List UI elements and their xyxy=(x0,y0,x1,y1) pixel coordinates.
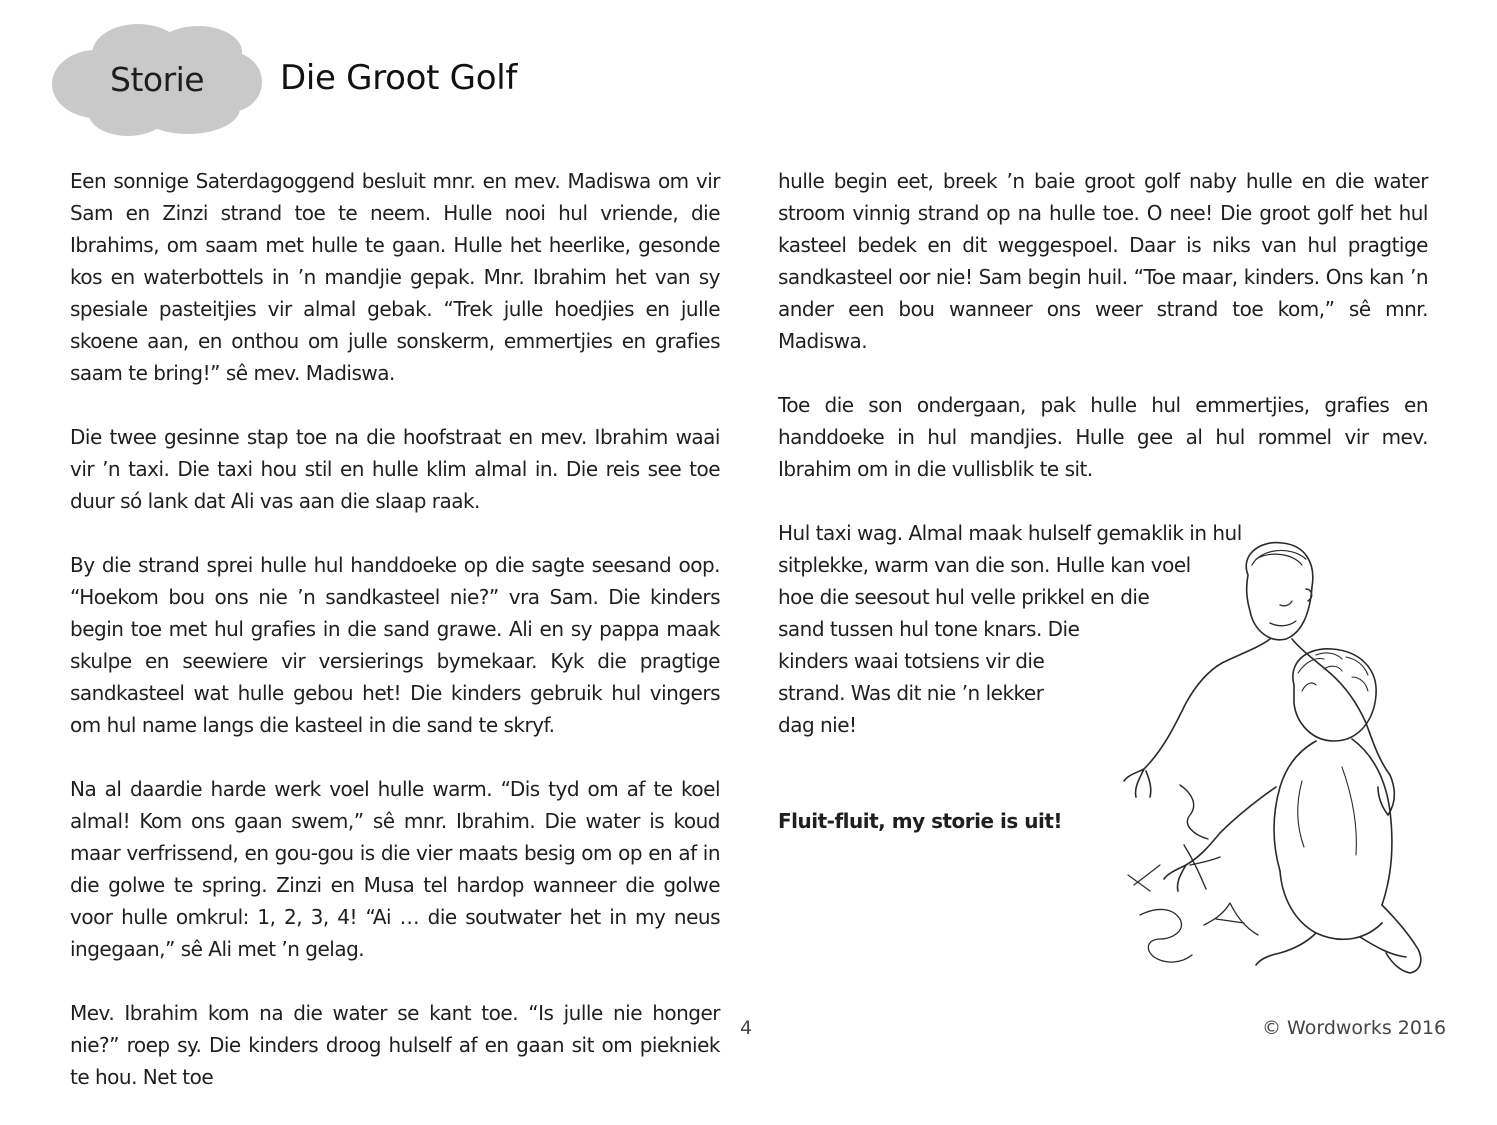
paragraph: Mev. Ibrahim kom na die water se kant toe. “Is julle nie honger nie?” roep sy. Die kinders droog hulself af en gaan sit om piekniek te hou. Net toe xyxy=(70,1001,720,1089)
text-line: sitplekke, warm van die son. Hulle kan voel xyxy=(778,553,1191,577)
text-line: Hul taxi wag. Almal maak hulself gemaklik in hul xyxy=(778,521,1242,545)
text-line: dag nie! xyxy=(778,713,857,737)
paragraph: Een sonnige Saterdagoggend besluit mnr. en mev. Madiswa om vir Sam en Zinzi strand toe te neem. Hulle nooi hul vriende, die Ibrahims, om saam met hulle te gaan. Hulle het heerlike, gesonde kos en waterbottels in ’n mandjie gepak. Mnr. Ibrahim het van sy spesiale pasteitjies vir almal gebak. “Trek julle hoedjies en julle skoene aan, en onthou om julle sonskerm, emmertjies en grafies saam te bring!” sê mev. Madiswa. xyxy=(70,169,720,385)
paragraph: Die twee gesinne stap toe na die hoofstraat en mev. Ibrahim waai vir ’n taxi. Die taxi hou stil en hulle klim almal in. Die reis see toe duur só lank dat Ali vas aan die slaap raak. xyxy=(70,425,720,513)
paragraph: hulle begin eet, breek ’n baie groot golf naby hulle en die water stroom vinnig strand op na hulle toe. O nee! Die groot golf het hul kasteel bedek en dit weggespoel. Daar is niks van hul pragtige sandkasteel oor nie! Sam begin huil. “Toe maar, kinders. Ons kan ’n ander een bou wanneer ons weer strand toe kom,” sê mnr. Madiswa. xyxy=(778,169,1428,353)
children-sand-illustration xyxy=(1120,535,1440,990)
story-ending: Fluit-fluit, my storie is uit! xyxy=(778,809,1063,833)
text-line: sand tussen hul tone knars. Die xyxy=(778,617,1080,641)
left-column xyxy=(70,165,720,1125)
text-line: hoe die seesout hul velle prikkel en die xyxy=(778,585,1150,609)
paragraph: Toe die son ondergaan, pak hulle hul emmertjies, grafies en handdoeke in hul mandjies. Hulle gee al hul rommel vir mev. Ibrahim om in die vullisblik te sit. xyxy=(778,393,1428,481)
copyright-notice: © Wordworks 2016 xyxy=(1262,1017,1447,1039)
section-badge-label: Storie xyxy=(110,60,205,99)
paragraph: Na al daardie harde werk voel hulle warm. “Dis tyd om af te koel almal! Kom ons gaan swem,” sê mnr. Ibrahim. Die water is koud maar verfrissend, en gou-gou is die vier maats besig om op en af in die golwe te spring. Zinzi en Musa tel hardop wanneer die golwe voor hulle omkrul: 1, 2, 3, 4! “Ai … die soutwater het in my neus ingegaan,” sê Ali met ’n gelag. xyxy=(70,777,720,961)
page-number: 4 xyxy=(740,1017,753,1039)
story-title: Die Groot Golf xyxy=(280,58,518,98)
text-line: strand. Was dit nie ’n lekker xyxy=(778,681,1044,705)
text-line: kinders waai totsiens vir die xyxy=(778,649,1045,673)
paragraph: By die strand sprei hulle hul handdoeke op die sagte seesand oop. “Hoekom bou ons nie ’n sandkasteel nie?” vra Sam. Die kinders begin toe met hul grafies in die sand grawe. Ali en sy pappa maak skulpe en seewiere vir versierings bymekaar. Kyk die pragtige sandkasteel wat hulle gebou het! Die kinders gebruik hul vingers om hul name langs die kasteel in die sand te skryf. xyxy=(70,553,720,737)
